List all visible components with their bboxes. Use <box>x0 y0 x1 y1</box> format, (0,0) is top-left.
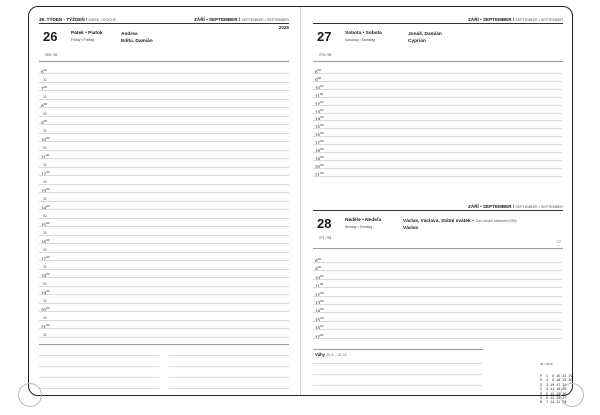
half-hour-label: 30 <box>43 94 47 99</box>
hour-line <box>313 329 563 330</box>
hour-label: 00 <box>320 299 324 303</box>
day-name: Pátek • Piatok <box>71 31 103 36</box>
day-header-rule <box>39 61 289 62</box>
hour-line <box>39 90 289 91</box>
half-hour-label: 30 <box>43 196 47 201</box>
hour-label: 00 <box>317 257 321 261</box>
hour-label: 00 <box>320 290 324 295</box>
hour-label: 00 <box>319 91 324 96</box>
half-hour-label: 30 <box>43 179 47 184</box>
notes-rule <box>313 349 483 350</box>
half-hour-label: 30 <box>43 281 47 286</box>
hour-line <box>39 260 289 261</box>
hour-line <box>39 107 289 108</box>
hour-label: 00 <box>45 153 50 157</box>
name-day-line: Václav, Václava, Státní svátek – Den české státnosti (935) <box>403 219 517 224</box>
hour-line <box>313 296 563 297</box>
half-hour-line <box>39 337 289 338</box>
name-day-line: Andrea <box>121 32 138 37</box>
left-page-header <box>39 14 289 22</box>
hour-line <box>39 124 289 125</box>
hour-label: 00 <box>46 289 50 293</box>
hour-line <box>39 141 289 142</box>
mini-calendar-row: P 1 8 15 22 29 <box>540 375 573 380</box>
hour-line <box>313 321 563 322</box>
hour-label: 00 <box>46 323 50 327</box>
half-hour-label: 30 <box>43 264 47 269</box>
hour-label: 00 <box>317 75 321 80</box>
right-page-header <box>313 14 563 22</box>
hour-line <box>313 270 563 271</box>
hour-label: 00 <box>320 83 324 88</box>
hour-line <box>313 128 563 129</box>
half-hour-line <box>39 320 289 321</box>
day-name-en: Friday • Freitag <box>71 38 95 42</box>
half-hour-label: 30 <box>43 247 47 252</box>
name-day-line: Jonáš, Damián <box>408 32 442 37</box>
hour-line <box>313 287 563 288</box>
hour-label: 00 <box>320 315 324 320</box>
mini-calendar-row: N 7 14 21 28 <box>540 401 567 406</box>
hour-label: 00 <box>319 282 324 287</box>
hour-line <box>313 144 563 145</box>
hour-line <box>313 168 563 169</box>
half-hour-label: 30 <box>43 128 47 133</box>
hour-line <box>39 294 289 295</box>
hour-label: 00 <box>43 119 47 123</box>
hour-label: 00 <box>320 115 324 120</box>
day-header-rule <box>313 61 563 62</box>
hour-line <box>313 160 563 161</box>
half-hour-line <box>39 252 289 253</box>
hour-line <box>313 81 563 82</box>
hour-label: 00 <box>320 147 324 151</box>
zodiac-label: Váhy 23. 9. – 22. 10. <box>315 352 348 357</box>
hour-label: 00 <box>43 102 47 106</box>
notes-rule <box>39 344 289 345</box>
hour-line <box>313 136 563 137</box>
half-hour-line <box>39 82 289 83</box>
month-label: ZÁŘÍ • SEPTEMBER / SEPTEMBER • SEPTEMBER <box>468 17 563 22</box>
day-counter: 269 / 96 <box>45 53 58 57</box>
hour-label: 00 <box>43 68 47 72</box>
name-day-line: Edita, Damián <box>121 39 153 44</box>
half-hour-line <box>39 116 289 117</box>
mini-calendar-row: P 5 12 19 26 <box>540 392 567 397</box>
day-number: 27 <box>317 29 332 44</box>
half-hour-line <box>39 184 289 185</box>
page-corner-mark <box>18 383 42 407</box>
hour-label: 00 <box>46 238 50 242</box>
hour-label: 00 <box>320 107 324 112</box>
hour-line <box>39 243 289 244</box>
sunday-header <box>313 201 563 209</box>
half-hour-label: 30 <box>43 315 47 320</box>
week-label: 39. TÝDEN - TÝŽDEŇ / WEEK - WOCHE <box>39 17 117 22</box>
half-hour-line <box>39 303 289 304</box>
half-hour-label: 30 <box>43 298 47 303</box>
hour-label: 00 <box>320 123 324 128</box>
week-marker: C2 <box>556 240 561 244</box>
page-corner-mark <box>560 383 584 407</box>
hour-label: 00 <box>317 68 321 72</box>
half-hour-label: 30 <box>43 332 47 337</box>
hour-label: 00 <box>46 272 50 276</box>
name-days <box>121 31 153 45</box>
header-rule <box>39 23 289 24</box>
hour-line <box>39 226 289 227</box>
hour-line <box>313 97 563 98</box>
binding-spine <box>300 7 301 395</box>
hour-label: 00 <box>320 139 324 144</box>
hour-line <box>313 105 563 106</box>
mini-calendar-row: Ú 2 9 16 23 30 <box>540 379 573 384</box>
day-name-en: Saturday • Samstag <box>345 38 376 42</box>
hour-line <box>39 158 289 159</box>
hour-line <box>39 328 289 329</box>
hour-label: 00 <box>320 273 324 278</box>
hour-label: 00 <box>320 307 324 312</box>
hour-label: 00 <box>43 85 47 89</box>
half-hour-label: 30 <box>43 145 47 150</box>
hour-line <box>313 176 563 177</box>
hour-line <box>39 277 289 278</box>
hour-line <box>313 152 563 153</box>
day-name: Sobota • Sobota <box>345 31 382 36</box>
hour-label: 00 <box>46 204 50 208</box>
planner-spread <box>28 6 573 406</box>
half-hour-label: 30 <box>43 111 47 116</box>
right-page <box>303 7 573 406</box>
hour-line <box>313 279 563 280</box>
header-rule <box>313 210 563 211</box>
hour-label: 00 <box>46 255 50 259</box>
name-days <box>403 218 517 232</box>
hour-label: 00 <box>46 187 50 191</box>
hour-line <box>39 209 289 210</box>
half-hour-line <box>39 99 289 100</box>
hour-label: 00 <box>320 99 324 104</box>
hour-line <box>313 73 563 74</box>
hour-line <box>313 312 563 313</box>
half-hour-line <box>39 218 289 219</box>
left-page <box>29 7 299 395</box>
day-header-rule <box>313 248 563 249</box>
hour-line <box>313 113 563 114</box>
mini-calendar-row: S 3 10 17 24 <box>540 383 567 388</box>
hour-label: 00 <box>320 154 324 159</box>
header-rule <box>313 23 563 24</box>
hour-label: 00 <box>320 170 324 175</box>
hour-line <box>313 120 563 121</box>
half-hour-line <box>39 286 289 287</box>
hour-label: 00 <box>317 265 321 270</box>
day-counter: 271 / 94 <box>319 236 332 240</box>
year-label: 2025 <box>278 25 289 30</box>
month-label: ZÁŘÍ • SEPTEMBER / SEPTEMBER • SEPTEMBER <box>194 17 289 22</box>
name-day-line: Cyprián <box>408 39 426 44</box>
day-number: 28 <box>317 216 332 231</box>
month-label: ZÁŘÍ • SEPTEMBER / SEPTEMBER • SEPTEMBER <box>468 204 563 209</box>
hour-label: 00 <box>46 306 50 310</box>
name-day-line: Václav <box>403 226 419 231</box>
half-hour-label: 30 <box>43 213 47 218</box>
hour-label: 00 <box>46 136 50 140</box>
half-hour-line <box>39 150 289 151</box>
name-days <box>408 31 442 45</box>
half-hour-line <box>39 201 289 202</box>
hour-label: 00 <box>46 170 50 174</box>
half-hour-label: 30 <box>43 230 47 235</box>
day-name: Neděle • Nedeľa <box>345 218 382 223</box>
day-number: 26 <box>43 29 58 44</box>
hour-line <box>39 311 289 312</box>
hour-label: 00 <box>320 162 324 167</box>
hour-line <box>313 89 563 90</box>
day-counter: 270 / 95 <box>319 53 332 57</box>
mini-calendar-row: S 6 13 20 27 <box>540 397 567 402</box>
mini-calendar-title: 09 / 2025 <box>540 361 553 366</box>
half-hour-label: 30 <box>43 77 47 82</box>
hour-label: 00 <box>320 324 324 329</box>
hour-label: 00 <box>46 221 50 225</box>
hour-line <box>39 192 289 193</box>
half-hour-line <box>39 235 289 236</box>
mini-calendar-row: Č 4 11 18 25 <box>540 388 567 393</box>
hour-line <box>39 175 289 176</box>
half-hour-label: 30 <box>43 162 47 167</box>
half-hour-line <box>39 167 289 168</box>
hour-line <box>39 73 289 74</box>
hour-label: 00 <box>320 332 324 337</box>
half-hour-line <box>39 133 289 134</box>
hour-line <box>313 262 563 263</box>
hour-line <box>313 338 563 339</box>
hour-label: 00 <box>320 131 324 136</box>
half-hour-line <box>39 269 289 270</box>
day-name-en: Sunday • Sonntag <box>345 225 373 229</box>
hour-line <box>313 304 563 305</box>
